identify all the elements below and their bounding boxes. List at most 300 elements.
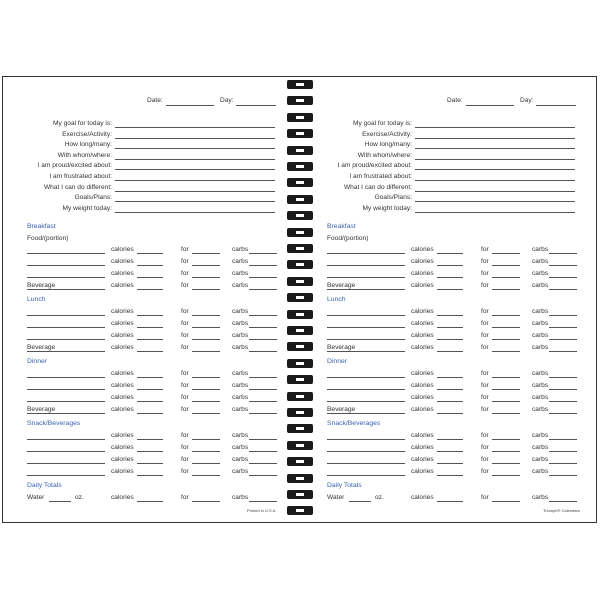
calories-line bbox=[137, 451, 163, 452]
goal-prompt-label: Goals/Plans: bbox=[74, 194, 112, 202]
food-line bbox=[327, 277, 405, 278]
for-line bbox=[192, 327, 220, 328]
goal-prompt-label: Goals/Plans: bbox=[374, 194, 412, 202]
goal-prompt-label: My weight today: bbox=[362, 204, 412, 212]
section-dinner: Dinner bbox=[327, 358, 348, 365]
food-line bbox=[27, 401, 105, 402]
food-line bbox=[27, 451, 105, 452]
calories-label: calories bbox=[111, 282, 134, 289]
carbs-line bbox=[549, 315, 577, 316]
carbs-label: carbs bbox=[232, 370, 249, 377]
goal-prompt-label: Exercise/Activity: bbox=[362, 130, 412, 138]
section-snack-beverages: Snack/Beverages bbox=[327, 420, 381, 427]
carbs-line bbox=[549, 389, 577, 390]
for-label: for bbox=[481, 406, 489, 413]
oz-label: oz. bbox=[375, 494, 384, 501]
for-label: for bbox=[181, 270, 189, 277]
calories-line bbox=[137, 377, 163, 378]
carbs-label: carbs bbox=[532, 258, 549, 265]
calories-line bbox=[437, 351, 463, 352]
for-label: for bbox=[481, 246, 489, 253]
for-line bbox=[492, 501, 520, 502]
for-label: for bbox=[481, 308, 489, 315]
beverage-label: Beverage bbox=[327, 344, 356, 351]
calories-label: calories bbox=[111, 444, 134, 451]
calories-line bbox=[137, 327, 163, 328]
goal-prompt-label: How long/many: bbox=[64, 141, 112, 149]
calories-line bbox=[137, 401, 163, 402]
for-line bbox=[192, 289, 220, 290]
calories-label: calories bbox=[411, 406, 434, 413]
beverage-label: Beverage bbox=[27, 406, 56, 413]
for-line bbox=[492, 289, 520, 290]
for-label: for bbox=[481, 456, 489, 463]
calories-line bbox=[137, 289, 163, 290]
calories-line bbox=[437, 413, 463, 414]
goal-prompt-label: How long/many: bbox=[364, 141, 412, 149]
for-label: for bbox=[181, 282, 189, 289]
calories-line bbox=[137, 475, 163, 476]
carbs-label: carbs bbox=[232, 332, 249, 339]
calories-label: calories bbox=[411, 494, 434, 501]
for-line bbox=[192, 351, 220, 352]
food-line bbox=[27, 339, 105, 340]
calories-label: calories bbox=[111, 246, 134, 253]
section-dinner: Dinner bbox=[27, 358, 48, 365]
food-portion-label: Food/(portion) bbox=[327, 235, 369, 242]
for-label: for bbox=[181, 308, 189, 315]
calories-line bbox=[437, 501, 463, 502]
food-line bbox=[327, 351, 405, 352]
calories-label: calories bbox=[411, 344, 434, 351]
carbs-label: carbs bbox=[232, 394, 249, 401]
carbs-line bbox=[249, 439, 277, 440]
carbs-label: carbs bbox=[232, 382, 249, 389]
water-line bbox=[349, 501, 371, 502]
water-label: Water bbox=[327, 494, 345, 501]
carbs-line bbox=[549, 451, 577, 452]
carbs-label: carbs bbox=[532, 332, 549, 339]
for-line bbox=[192, 265, 220, 266]
food-line bbox=[327, 401, 405, 402]
goal-answer-line bbox=[115, 212, 275, 213]
for-label: for bbox=[181, 444, 189, 451]
calories-label: calories bbox=[411, 382, 434, 389]
goal-prompt-label: With whom/where: bbox=[357, 151, 412, 159]
goal-answer-line bbox=[415, 180, 575, 181]
for-line bbox=[192, 451, 220, 452]
calories-label: calories bbox=[411, 444, 434, 451]
for-line bbox=[492, 439, 520, 440]
brand-footer: Triumph® Calendars bbox=[543, 508, 580, 513]
carbs-label: carbs bbox=[232, 270, 249, 277]
food-line bbox=[327, 413, 405, 414]
carbs-line bbox=[549, 463, 577, 464]
goal-prompt-label: What I can do different: bbox=[43, 183, 112, 191]
water-line bbox=[49, 501, 71, 502]
for-line bbox=[492, 315, 520, 316]
water-label: Water bbox=[27, 494, 45, 501]
carbs-line bbox=[549, 401, 577, 402]
carbs-label: carbs bbox=[532, 468, 549, 475]
goal-answer-line bbox=[415, 191, 575, 192]
calories-line bbox=[437, 289, 463, 290]
carbs-label: carbs bbox=[232, 320, 249, 327]
food-line bbox=[27, 315, 105, 316]
beverage-label: Beverage bbox=[327, 406, 356, 413]
for-line bbox=[192, 339, 220, 340]
calories-label: calories bbox=[111, 332, 134, 339]
carbs-label: carbs bbox=[532, 406, 549, 413]
goal-prompt-label: With whom/where: bbox=[57, 151, 112, 159]
calories-label: calories bbox=[411, 270, 434, 277]
food-line bbox=[27, 389, 105, 390]
calories-line bbox=[437, 265, 463, 266]
carbs-label: carbs bbox=[232, 246, 249, 253]
food-line bbox=[327, 253, 405, 254]
section-daily-totals: Daily Totals bbox=[327, 482, 362, 489]
carbs-line bbox=[249, 265, 277, 266]
for-line bbox=[192, 475, 220, 476]
food-line bbox=[327, 377, 405, 378]
goal-answer-line bbox=[415, 159, 575, 160]
for-label: for bbox=[181, 456, 189, 463]
carbs-line bbox=[249, 277, 277, 278]
for-line bbox=[192, 315, 220, 316]
for-label: for bbox=[181, 258, 189, 265]
for-line bbox=[492, 413, 520, 414]
food-line bbox=[327, 439, 405, 440]
for-line bbox=[192, 463, 220, 464]
food-portion-label: Food/(portion) bbox=[27, 235, 69, 242]
carbs-label: carbs bbox=[232, 494, 249, 501]
carbs-line bbox=[549, 289, 577, 290]
carbs-label: carbs bbox=[232, 432, 249, 439]
carbs-label: carbs bbox=[532, 320, 549, 327]
for-label: for bbox=[181, 432, 189, 439]
food-line bbox=[327, 389, 405, 390]
planner-spread bbox=[2, 76, 597, 523]
carbs-line bbox=[549, 253, 577, 254]
carbs-line bbox=[249, 289, 277, 290]
for-label: for bbox=[181, 320, 189, 327]
for-label: for bbox=[481, 494, 489, 501]
for-label: for bbox=[481, 282, 489, 289]
calories-line bbox=[437, 401, 463, 402]
goal-prompt-label: My goal for today is: bbox=[352, 120, 412, 127]
carbs-line bbox=[249, 351, 277, 352]
goal-answer-line bbox=[115, 138, 275, 139]
carbs-line bbox=[549, 339, 577, 340]
calories-line bbox=[137, 277, 163, 278]
goal-prompt-label: I am proud/excited about: bbox=[37, 162, 112, 170]
day-line bbox=[236, 105, 276, 106]
food-line bbox=[327, 463, 405, 464]
carbs-label: carbs bbox=[232, 444, 249, 451]
calories-label: calories bbox=[111, 468, 134, 475]
for-line bbox=[192, 413, 220, 414]
calories-line bbox=[137, 351, 163, 352]
carbs-label: carbs bbox=[532, 270, 549, 277]
carbs-line bbox=[549, 265, 577, 266]
carbs-line bbox=[249, 401, 277, 402]
for-label: for bbox=[181, 394, 189, 401]
carbs-line bbox=[249, 501, 277, 502]
calories-label: calories bbox=[411, 394, 434, 401]
for-label: for bbox=[181, 382, 189, 389]
for-label: for bbox=[481, 370, 489, 377]
calories-label: calories bbox=[111, 258, 134, 265]
for-label: for bbox=[481, 320, 489, 327]
carbs-line bbox=[549, 439, 577, 440]
food-line bbox=[27, 277, 105, 278]
for-line bbox=[492, 475, 520, 476]
for-line bbox=[192, 253, 220, 254]
calories-line bbox=[137, 253, 163, 254]
carbs-label: carbs bbox=[232, 406, 249, 413]
calories-line bbox=[137, 463, 163, 464]
for-label: for bbox=[181, 406, 189, 413]
carbs-label: carbs bbox=[232, 258, 249, 265]
for-label: for bbox=[481, 444, 489, 451]
food-line bbox=[27, 351, 105, 352]
for-line bbox=[492, 351, 520, 352]
carbs-line bbox=[249, 413, 277, 414]
food-line bbox=[327, 289, 405, 290]
for-line bbox=[192, 277, 220, 278]
for-line bbox=[492, 463, 520, 464]
carbs-line bbox=[249, 475, 277, 476]
food-line bbox=[27, 265, 105, 266]
for-line bbox=[492, 451, 520, 452]
calories-line bbox=[137, 315, 163, 316]
carbs-line bbox=[249, 327, 277, 328]
day-label: Day: bbox=[220, 97, 234, 104]
goal-prompt-label: My weight today: bbox=[62, 204, 112, 212]
for-label: for bbox=[181, 246, 189, 253]
section-daily-totals: Daily Totals bbox=[27, 482, 62, 489]
right-page bbox=[303, 77, 593, 522]
calories-label: calories bbox=[111, 320, 134, 327]
food-line bbox=[27, 413, 105, 414]
day-label: Day: bbox=[520, 97, 534, 104]
beverage-label: Beverage bbox=[327, 282, 356, 289]
for-label: for bbox=[181, 370, 189, 377]
for-line bbox=[492, 389, 520, 390]
food-line bbox=[327, 475, 405, 476]
section-breakfast: Breakfast bbox=[27, 223, 56, 230]
carbs-label: carbs bbox=[532, 456, 549, 463]
goal-answer-line bbox=[115, 159, 275, 160]
food-line bbox=[27, 289, 105, 290]
calories-label: calories bbox=[411, 456, 434, 463]
for-line bbox=[192, 389, 220, 390]
goal-answer-line bbox=[415, 127, 575, 128]
calories-line bbox=[437, 439, 463, 440]
carbs-line bbox=[549, 377, 577, 378]
calories-label: calories bbox=[411, 432, 434, 439]
carbs-line bbox=[249, 377, 277, 378]
food-line bbox=[27, 439, 105, 440]
calories-label: calories bbox=[411, 332, 434, 339]
calories-label: calories bbox=[111, 382, 134, 389]
carbs-label: carbs bbox=[532, 394, 549, 401]
calories-line bbox=[137, 339, 163, 340]
for-label: for bbox=[481, 270, 489, 277]
for-label: for bbox=[181, 468, 189, 475]
calories-line bbox=[437, 339, 463, 340]
carbs-line bbox=[249, 339, 277, 340]
carbs-line bbox=[549, 351, 577, 352]
carbs-line bbox=[549, 501, 577, 502]
goal-answer-line bbox=[115, 169, 275, 170]
beverage-label: Beverage bbox=[27, 282, 56, 289]
goal-prompt-label: I am frustrated about: bbox=[349, 173, 412, 180]
carbs-line bbox=[249, 451, 277, 452]
carbs-line bbox=[549, 413, 577, 414]
for-line bbox=[492, 327, 520, 328]
carbs-label: carbs bbox=[232, 282, 249, 289]
calories-label: calories bbox=[111, 308, 134, 315]
goal-answer-line bbox=[415, 212, 575, 213]
carbs-label: carbs bbox=[532, 382, 549, 389]
goal-answer-line bbox=[115, 201, 275, 202]
for-line bbox=[192, 501, 220, 502]
food-line bbox=[327, 451, 405, 452]
for-label: for bbox=[181, 332, 189, 339]
for-label: for bbox=[181, 494, 189, 501]
calories-line bbox=[437, 389, 463, 390]
calories-line bbox=[437, 377, 463, 378]
food-line bbox=[27, 463, 105, 464]
for-label: for bbox=[481, 432, 489, 439]
goal-prompt-label: My goal for today is: bbox=[52, 120, 112, 127]
carbs-label: carbs bbox=[532, 246, 549, 253]
carbs-line bbox=[249, 315, 277, 316]
food-line bbox=[327, 315, 405, 316]
for-label: for bbox=[481, 394, 489, 401]
carbs-label: carbs bbox=[532, 370, 549, 377]
for-line bbox=[192, 377, 220, 378]
for-label: for bbox=[481, 382, 489, 389]
calories-label: calories bbox=[111, 394, 134, 401]
calories-line bbox=[137, 413, 163, 414]
carbs-label: carbs bbox=[532, 432, 549, 439]
goal-answer-line bbox=[115, 191, 275, 192]
printed-in-usa: Printed in U.S.A. bbox=[247, 508, 277, 513]
carbs-label: carbs bbox=[532, 444, 549, 451]
goal-answer-line bbox=[415, 169, 575, 170]
calories-label: calories bbox=[111, 456, 134, 463]
calories-label: calories bbox=[411, 258, 434, 265]
carbs-label: carbs bbox=[532, 344, 549, 351]
goal-answer-line bbox=[115, 148, 275, 149]
calories-label: calories bbox=[411, 468, 434, 475]
carbs-line bbox=[549, 475, 577, 476]
calories-line bbox=[437, 315, 463, 316]
for-label: for bbox=[481, 344, 489, 351]
for-label: for bbox=[481, 468, 489, 475]
food-line bbox=[327, 339, 405, 340]
goal-prompt-label: I am proud/excited about: bbox=[337, 162, 412, 170]
calories-label: calories bbox=[411, 308, 434, 315]
carbs-line bbox=[249, 463, 277, 464]
goal-answer-line bbox=[415, 148, 575, 149]
for-line bbox=[492, 401, 520, 402]
calories-line bbox=[437, 253, 463, 254]
date-line bbox=[166, 105, 214, 106]
for-line bbox=[492, 377, 520, 378]
food-line bbox=[27, 475, 105, 476]
calories-label: calories bbox=[411, 282, 434, 289]
goal-answer-line bbox=[415, 138, 575, 139]
for-line bbox=[192, 439, 220, 440]
date-label: Date: bbox=[147, 97, 163, 104]
carbs-label: carbs bbox=[532, 282, 549, 289]
calories-line bbox=[137, 501, 163, 502]
goal-prompt-label: What I can do different: bbox=[343, 183, 412, 191]
date-line bbox=[466, 105, 514, 106]
carbs-label: carbs bbox=[532, 494, 549, 501]
goal-prompt-label: Exercise/Activity: bbox=[62, 130, 112, 138]
date-label: Date: bbox=[447, 97, 463, 104]
carbs-line bbox=[549, 277, 577, 278]
food-line bbox=[27, 377, 105, 378]
calories-label: calories bbox=[411, 320, 434, 327]
food-line bbox=[27, 253, 105, 254]
for-line bbox=[192, 401, 220, 402]
goal-prompt-label: I am frustrated about: bbox=[49, 173, 112, 180]
carbs-label: carbs bbox=[232, 468, 249, 475]
calories-line bbox=[437, 327, 463, 328]
carbs-label: carbs bbox=[232, 456, 249, 463]
left-page bbox=[3, 77, 293, 522]
for-line bbox=[492, 253, 520, 254]
calories-line bbox=[137, 439, 163, 440]
food-line bbox=[327, 327, 405, 328]
carbs-line bbox=[549, 327, 577, 328]
calories-label: calories bbox=[111, 270, 134, 277]
calories-label: calories bbox=[411, 370, 434, 377]
calories-label: calories bbox=[111, 370, 134, 377]
beverage-label: Beverage bbox=[27, 344, 56, 351]
for-label: for bbox=[481, 258, 489, 265]
calories-label: calories bbox=[411, 246, 434, 253]
section-snack-beverages: Snack/Beverages bbox=[27, 420, 81, 427]
for-line bbox=[492, 339, 520, 340]
for-line bbox=[492, 277, 520, 278]
section-lunch: Lunch bbox=[327, 296, 346, 303]
goal-answer-line bbox=[415, 201, 575, 202]
for-label: for bbox=[481, 332, 489, 339]
for-label: for bbox=[181, 344, 189, 351]
carbs-line bbox=[249, 253, 277, 254]
calories-line bbox=[137, 389, 163, 390]
calories-label: calories bbox=[111, 432, 134, 439]
goal-answer-line bbox=[115, 127, 275, 128]
food-line bbox=[27, 327, 105, 328]
carbs-line bbox=[249, 389, 277, 390]
calories-line bbox=[437, 463, 463, 464]
calories-line bbox=[437, 277, 463, 278]
calories-label: calories bbox=[111, 406, 134, 413]
carbs-label: carbs bbox=[232, 308, 249, 315]
carbs-label: carbs bbox=[232, 344, 249, 351]
carbs-label: carbs bbox=[532, 308, 549, 315]
oz-label: oz. bbox=[75, 494, 84, 501]
calories-label: calories bbox=[111, 494, 134, 501]
for-line bbox=[492, 265, 520, 266]
